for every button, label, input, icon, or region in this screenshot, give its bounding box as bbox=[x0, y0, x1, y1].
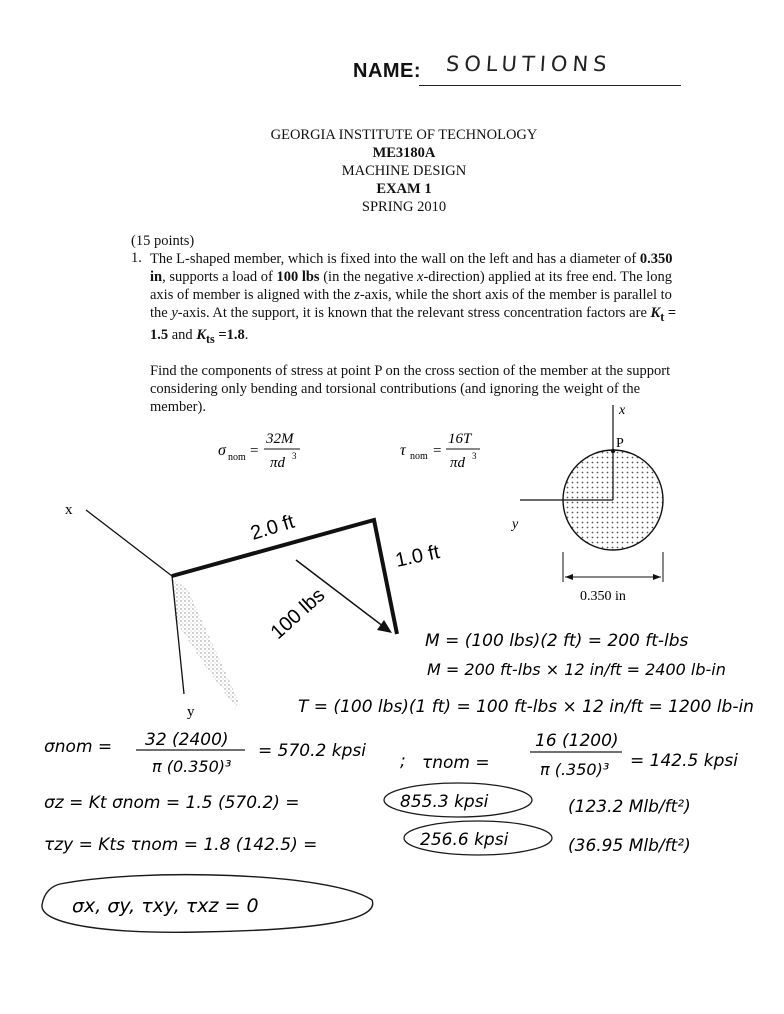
point-p-marker bbox=[611, 449, 615, 453]
problem-paragraph-1: The L-shaped member, which is fixed into the wall on the left and has a diameter of 0.350 in, supports a load of 100 lbs (in the negative x-direction) applied at its free end. The long axis of member is aligned with the z-axis, while the short axis of the member is parallel to the y-axis. At the support, it is known that the relevant stress concentration factors are $K_t = 1.5$ and $K_{ts} =1.8$. bbox=[150, 251, 677, 346]
tau-nom-result: = 142.5 kpsi bbox=[630, 751, 738, 771]
svg-text:=: = bbox=[433, 443, 442, 459]
solution bbox=[42, 631, 754, 932]
svg-text:nom: nom bbox=[228, 452, 246, 463]
course-number: ME3180A bbox=[372, 145, 436, 161]
wall-shading bbox=[172, 578, 238, 708]
svg-text:32M: 32M bbox=[266, 431, 294, 447]
cross-section-x-label: x bbox=[619, 403, 626, 418]
short-length-label: 1.0 ft bbox=[393, 541, 442, 572]
sigma-nom-lhs: σnom = bbox=[44, 737, 113, 757]
sigma-z-alt-units: (123.2 Mlb/ft²) bbox=[568, 797, 691, 817]
moment-line-2: M = 200 ft-lbs × 12 in/ft = 2400 lb-in bbox=[427, 660, 726, 679]
tau-zy-equation: τzy = Kts τnom = 1.8 (142.5) = bbox=[44, 835, 318, 855]
svg-text:3: 3 bbox=[472, 451, 477, 461]
member-y-label: y bbox=[187, 704, 195, 720]
long-length-label: 2.0 ft bbox=[248, 510, 298, 545]
svg-text:τ: τ bbox=[400, 442, 406, 459]
svg-text:πd: πd bbox=[450, 455, 466, 471]
tau-formula bbox=[400, 431, 480, 471]
svg-text:πd: πd bbox=[270, 455, 286, 471]
tau-nom-denominator: π (.350)³ bbox=[540, 760, 610, 779]
member-diagram bbox=[65, 502, 442, 720]
problem-number: 1. bbox=[131, 250, 142, 266]
svg-text:σ: σ bbox=[218, 442, 226, 459]
name-value: SOLUTIONS bbox=[445, 52, 613, 76]
tau-nom-lhs: τnom = bbox=[422, 753, 490, 773]
zero-components: σx, σy, τxy, τxz = 0 bbox=[72, 895, 259, 917]
sigma-z-answer: 855.3 kpsi bbox=[400, 792, 489, 812]
sigma-z-equation: σz = Kt σnom = 1.5 (570.2) = bbox=[44, 793, 300, 813]
tau-zy-alt-units: (36.95 Mlb/ft²) bbox=[568, 836, 691, 856]
load-label: 100 lbs bbox=[266, 584, 330, 644]
svg-text:=: = bbox=[250, 443, 259, 459]
cross-section-y-label: y bbox=[512, 517, 519, 532]
member-x-axis bbox=[86, 510, 172, 576]
institution: GEORGIA INSTITUTE OF TECHNOLOGY bbox=[270, 127, 538, 143]
exam-title: EXAM 1 bbox=[376, 181, 432, 197]
name-label: NAME: bbox=[353, 60, 422, 82]
sigma-nom-denominator: π (0.350)³ bbox=[152, 757, 232, 776]
svg-text:3: 3 bbox=[292, 451, 297, 461]
problem-points: (15 points) bbox=[131, 233, 195, 249]
tau-zy-answer: 256.6 kpsi bbox=[420, 830, 509, 850]
separator: ; bbox=[400, 751, 406, 771]
moment-line-1: M = (100 lbs)(2 ft) = 200 ft-lbs bbox=[425, 631, 689, 651]
sigma-nom-numerator: 32 (2400) bbox=[145, 730, 229, 750]
point-p-label: P bbox=[616, 436, 624, 451]
torque-line: T = (100 lbs)(1 ft) = 100 ft-lbs × 12 in/ft = 1200 lb-in bbox=[298, 697, 754, 717]
svg-text:nom: nom bbox=[410, 451, 428, 462]
cross-section-diagram bbox=[510, 403, 663, 604]
course-title: MACHINE DESIGN bbox=[341, 163, 467, 179]
diameter-label: 0.350 in bbox=[580, 589, 626, 604]
svg-text:16T: 16T bbox=[448, 431, 472, 447]
sigma-nom-result: = 570.2 kpsi bbox=[258, 741, 366, 761]
member-x-label: x bbox=[65, 502, 73, 518]
tau-nom-numerator: 16 (1200) bbox=[535, 731, 619, 751]
sigma-formula bbox=[218, 431, 300, 471]
problem-paragraph-2: Find the components of stress at point P on the cross section of the member at the support considering only bending and torsional contributions (and ignoring the weight of the member). bbox=[150, 362, 671, 415]
load-arrow-head bbox=[377, 620, 392, 633]
exam-term: SPRING 2010 bbox=[361, 199, 447, 215]
